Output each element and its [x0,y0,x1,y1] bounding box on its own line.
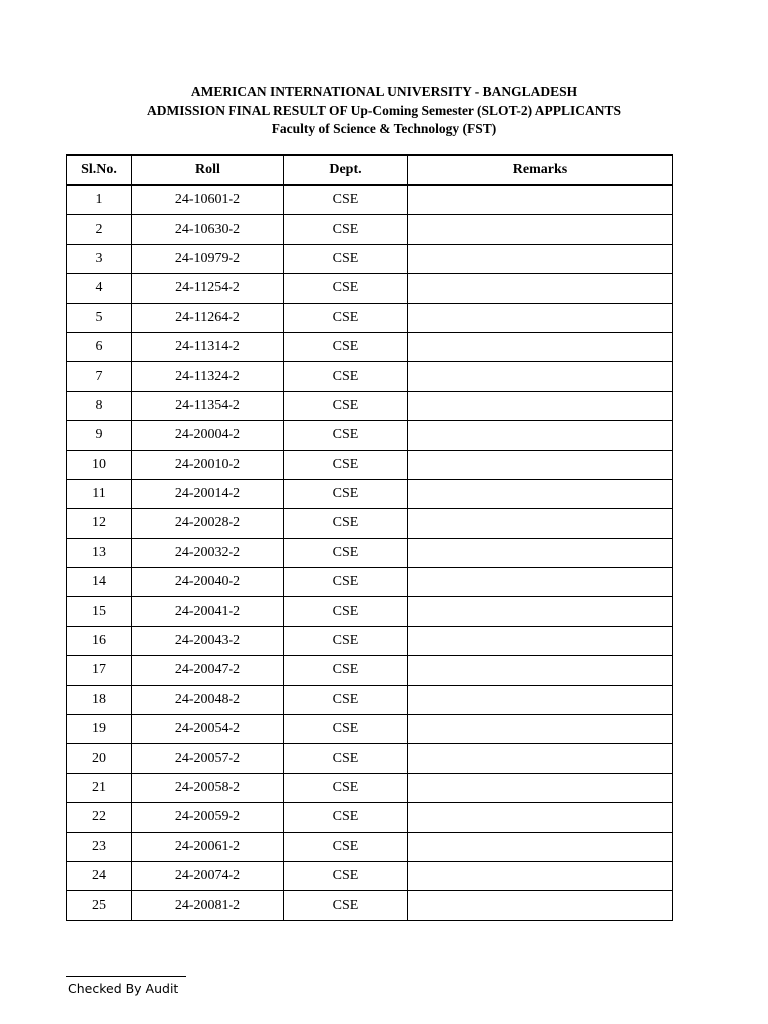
cell-remarks [408,685,673,714]
cell-sl: 2 [67,215,132,244]
column-header-sl: Sl.No. [67,155,132,185]
cell-sl: 25 [67,891,132,920]
table-row [67,715,673,744]
signature-label: Checked By Audit [68,981,179,996]
table-row [67,332,673,361]
cell-roll: 24-20057-2 [132,744,284,773]
cell-sl: 12 [67,509,132,538]
cell-remarks [408,744,673,773]
cell-dept: CSE [284,626,408,655]
cell-roll: 24-20032-2 [132,538,284,567]
cell-sl: 15 [67,597,132,626]
cell-roll: 24-20048-2 [132,685,284,714]
cell-roll: 24-20010-2 [132,450,284,479]
cell-roll: 24-10630-2 [132,215,284,244]
cell-roll: 24-11314-2 [132,332,284,361]
table-row [67,303,673,332]
table-row [67,391,673,420]
column-header-roll: Roll [132,155,284,185]
cell-roll: 24-11324-2 [132,362,284,391]
table-row [67,891,673,920]
cell-dept: CSE [284,509,408,538]
cell-roll: 24-20058-2 [132,773,284,802]
table-body [67,185,673,920]
cell-dept: CSE [284,715,408,744]
faculty-name: Faculty of Science & Technology (FST) [271,121,497,136]
cell-remarks [408,303,673,332]
cell-sl: 22 [67,803,132,832]
table-row [67,450,673,479]
table-row [67,362,673,391]
table-row [67,773,673,802]
cell-remarks [408,185,673,215]
table-row [67,421,673,450]
cell-dept: CSE [284,656,408,685]
cell-dept: CSE [284,803,408,832]
table-row [67,803,673,832]
cell-sl: 7 [67,362,132,391]
cell-remarks [408,891,673,920]
cell-roll: 24-20054-2 [132,715,284,744]
cell-remarks [408,803,673,832]
cell-roll: 24-20074-2 [132,861,284,890]
cell-dept: CSE [284,568,408,597]
cell-sl: 21 [67,773,132,802]
cell-sl: 16 [67,626,132,655]
cell-dept: CSE [284,303,408,332]
cell-dept: CSE [284,479,408,508]
cell-roll: 24-20081-2 [132,891,284,920]
cell-sl: 1 [67,185,132,215]
cell-sl: 13 [67,538,132,567]
cell-remarks [408,861,673,890]
cell-sl: 14 [67,568,132,597]
table-row [67,568,673,597]
cell-remarks [408,656,673,685]
cell-roll: 24-20028-2 [132,509,284,538]
cell-roll: 24-20041-2 [132,597,284,626]
cell-remarks [408,715,673,744]
table-row [67,656,673,685]
cell-dept: CSE [284,362,408,391]
cell-dept: CSE [284,891,408,920]
cell-dept: CSE [284,538,408,567]
cell-remarks [408,479,673,508]
cell-dept: CSE [284,185,408,215]
table-row [67,861,673,890]
table-row [67,626,673,655]
cell-dept: CSE [284,391,408,420]
cell-dept: CSE [284,450,408,479]
table-row [67,538,673,567]
table-row [67,274,673,303]
audit-signature [66,966,186,996]
table-row [67,509,673,538]
cell-remarks [408,244,673,273]
cell-roll: 24-20040-2 [132,568,284,597]
table-row [67,597,673,626]
university-name: AMERICAN INTERNATIONAL UNIVERSITY - BANGLADESH [190,84,578,99]
cell-sl: 3 [67,244,132,273]
cell-sl: 5 [67,303,132,332]
cell-roll: 24-11264-2 [132,303,284,332]
cell-sl: 10 [67,450,132,479]
cell-dept: CSE [284,773,408,802]
table-row [67,185,673,215]
cell-remarks [408,274,673,303]
cell-sl: 20 [67,744,132,773]
cell-sl: 4 [67,274,132,303]
cell-roll: 24-11354-2 [132,391,284,420]
cell-dept: CSE [284,274,408,303]
result-title: ADMISSION FINAL RESULT OF Up-Coming Semester (SLOT-2) APPLICANTS [147,102,621,118]
cell-remarks [408,362,673,391]
cell-sl: 18 [67,685,132,714]
table-row [67,744,673,773]
table-header-row [67,155,673,185]
cell-dept: CSE [284,421,408,450]
cell-remarks [408,538,673,567]
cell-sl: 17 [67,656,132,685]
cell-dept: CSE [284,861,408,890]
cell-remarks [408,568,673,597]
cell-dept: CSE [284,332,408,361]
cell-remarks [408,626,673,655]
cell-roll: 24-20043-2 [132,626,284,655]
cell-dept: CSE [284,744,408,773]
cell-remarks [408,450,673,479]
cell-remarks [408,509,673,538]
cell-sl: 11 [67,479,132,508]
cell-remarks [408,597,673,626]
cell-sl: 19 [67,715,132,744]
cell-remarks [408,773,673,802]
cell-dept: CSE [284,832,408,861]
cell-roll: 24-20059-2 [132,803,284,832]
column-header-remarks: Remarks [408,155,673,185]
results-table [66,154,673,921]
cell-remarks [408,832,673,861]
cell-roll: 24-20047-2 [132,656,284,685]
cell-sl: 23 [67,832,132,861]
cell-sl: 6 [67,332,132,361]
cell-roll: 24-11254-2 [132,274,284,303]
cell-roll: 24-20014-2 [132,479,284,508]
cell-dept: CSE [284,685,408,714]
cell-sl: 9 [67,421,132,450]
signature-line [66,966,186,977]
cell-roll: 24-10601-2 [132,185,284,215]
cell-roll: 24-20061-2 [132,832,284,861]
cell-remarks [408,332,673,361]
table-row [67,244,673,273]
document-header [0,83,768,139]
cell-sl: 8 [67,391,132,420]
cell-remarks [408,215,673,244]
cell-sl: 24 [67,861,132,890]
cell-remarks [408,391,673,420]
table-row [67,215,673,244]
cell-roll: 24-20004-2 [132,421,284,450]
cell-roll: 24-10979-2 [132,244,284,273]
cell-dept: CSE [284,244,408,273]
column-header-dept: Dept. [284,155,408,185]
table-row [67,479,673,508]
cell-dept: CSE [284,597,408,626]
table-row [67,685,673,714]
cell-remarks [408,421,673,450]
table-row [67,832,673,861]
cell-dept: CSE [284,215,408,244]
